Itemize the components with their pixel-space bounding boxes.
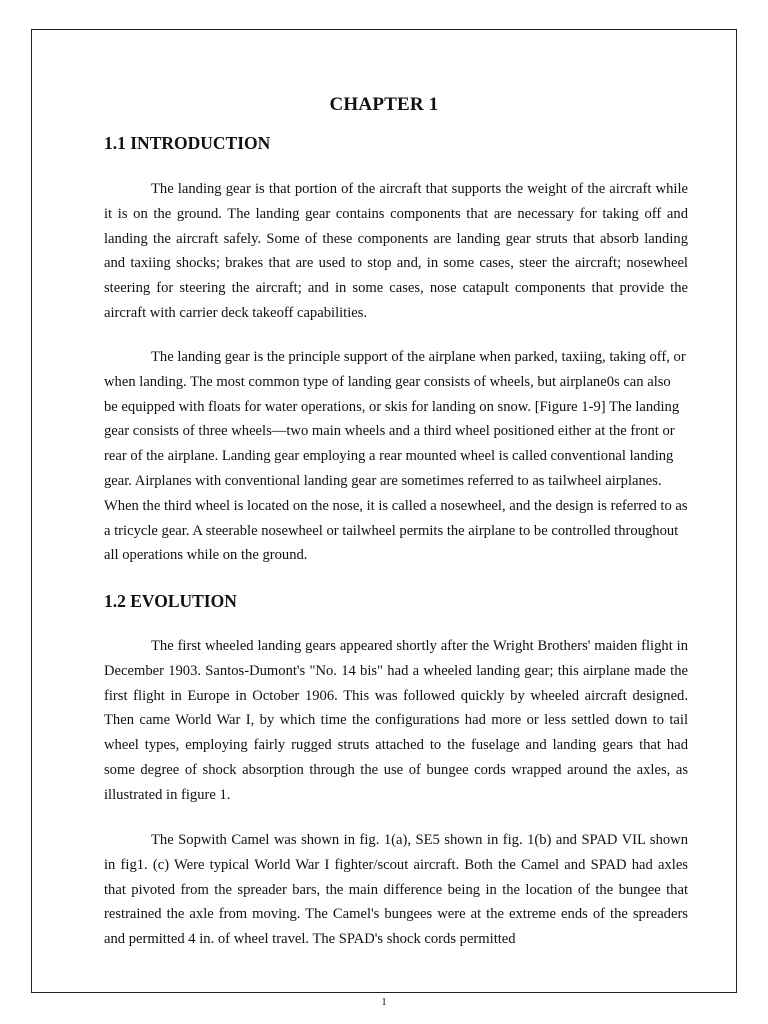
section-heading-introduction: 1.1 INTRODUCTION xyxy=(104,133,271,153)
page-number: 1 xyxy=(381,996,387,1008)
evolution-paragraph-1: The first wheeled landing gears appeared shortly after the Wright Brothers' maiden flight in December 1903. Santos-Dumont's "No. 14 bis" had a wheeled landing gear; this airplane made the first flight in Europe in October 1906. This was followed quickly by wheeled aircraft designed. Then came World War I, by which time the configurations had more or less settled down to tail wheel types, employing fairly rugged struts attached to the fuselage and landing gears that had some degree of shock absorption through the use of bungee cords wrapped around the axles, as illustrated in figure 1. xyxy=(104,638,688,803)
intro-paragraph-1: The landing gear is that portion of the aircraft that supports the weight of the aircraft while it is on the ground. The landing gear contains components that are necessary for taking off and landing the aircraft safely. Some of these components are landing gear struts that absorb landing and taxiing shocks; brakes that are used to stop and, in some cases, steer the aircraft; nosewheel steering for steering the aircraft; and in some cases, nose catapult components that provide the aircraft with carrier deck takeoff capabilities. xyxy=(104,181,688,321)
section-heading-evolution: 1.2 EVOLUTION xyxy=(104,591,237,611)
evolution-paragraph-2: The Sopwith Camel was shown in fig. 1(a), SE5 shown in fig. 1(b) and SPAD VIL shown in fig1. (c) Were typical World War I fighter/scout aircraft. Both the Camel and SPAD had axles that pivoted from the spreader bars, the main difference being in the location of the bungee that restrained the axle from moving. The Camel's bungees were at the extreme ends of the spreaders and permitted 4 in. of wheel travel. The SPAD's shock cords permitted xyxy=(104,832,688,948)
chapter-title: CHAPTER 1 xyxy=(329,94,439,115)
intro-paragraph-2: The landing gear is the principle support of the airplane when parked, taxiing, taking off, or when landing. The most common type of landing gear consists of wheels, but airplane0s can also be equipped with floats for water operations, or skis for landing on snow. [Figure 1-9] The landing gear consists of three wheels—two main wheels and a third wheel positioned either at the front or rear of the airplane. Landing gear employing a rear mounted wheel is called conventional landing gear. Airplanes with conventional landing gear are sometimes referred to as tailwheel airplanes. When the third wheel is located on the nose, it is called a nosewheel, and the design is referred to as a tricycle gear. A steerable nosewheel or tailwheel permits the airplane to be controlled throughout all operations while on the ground. xyxy=(104,349,688,564)
